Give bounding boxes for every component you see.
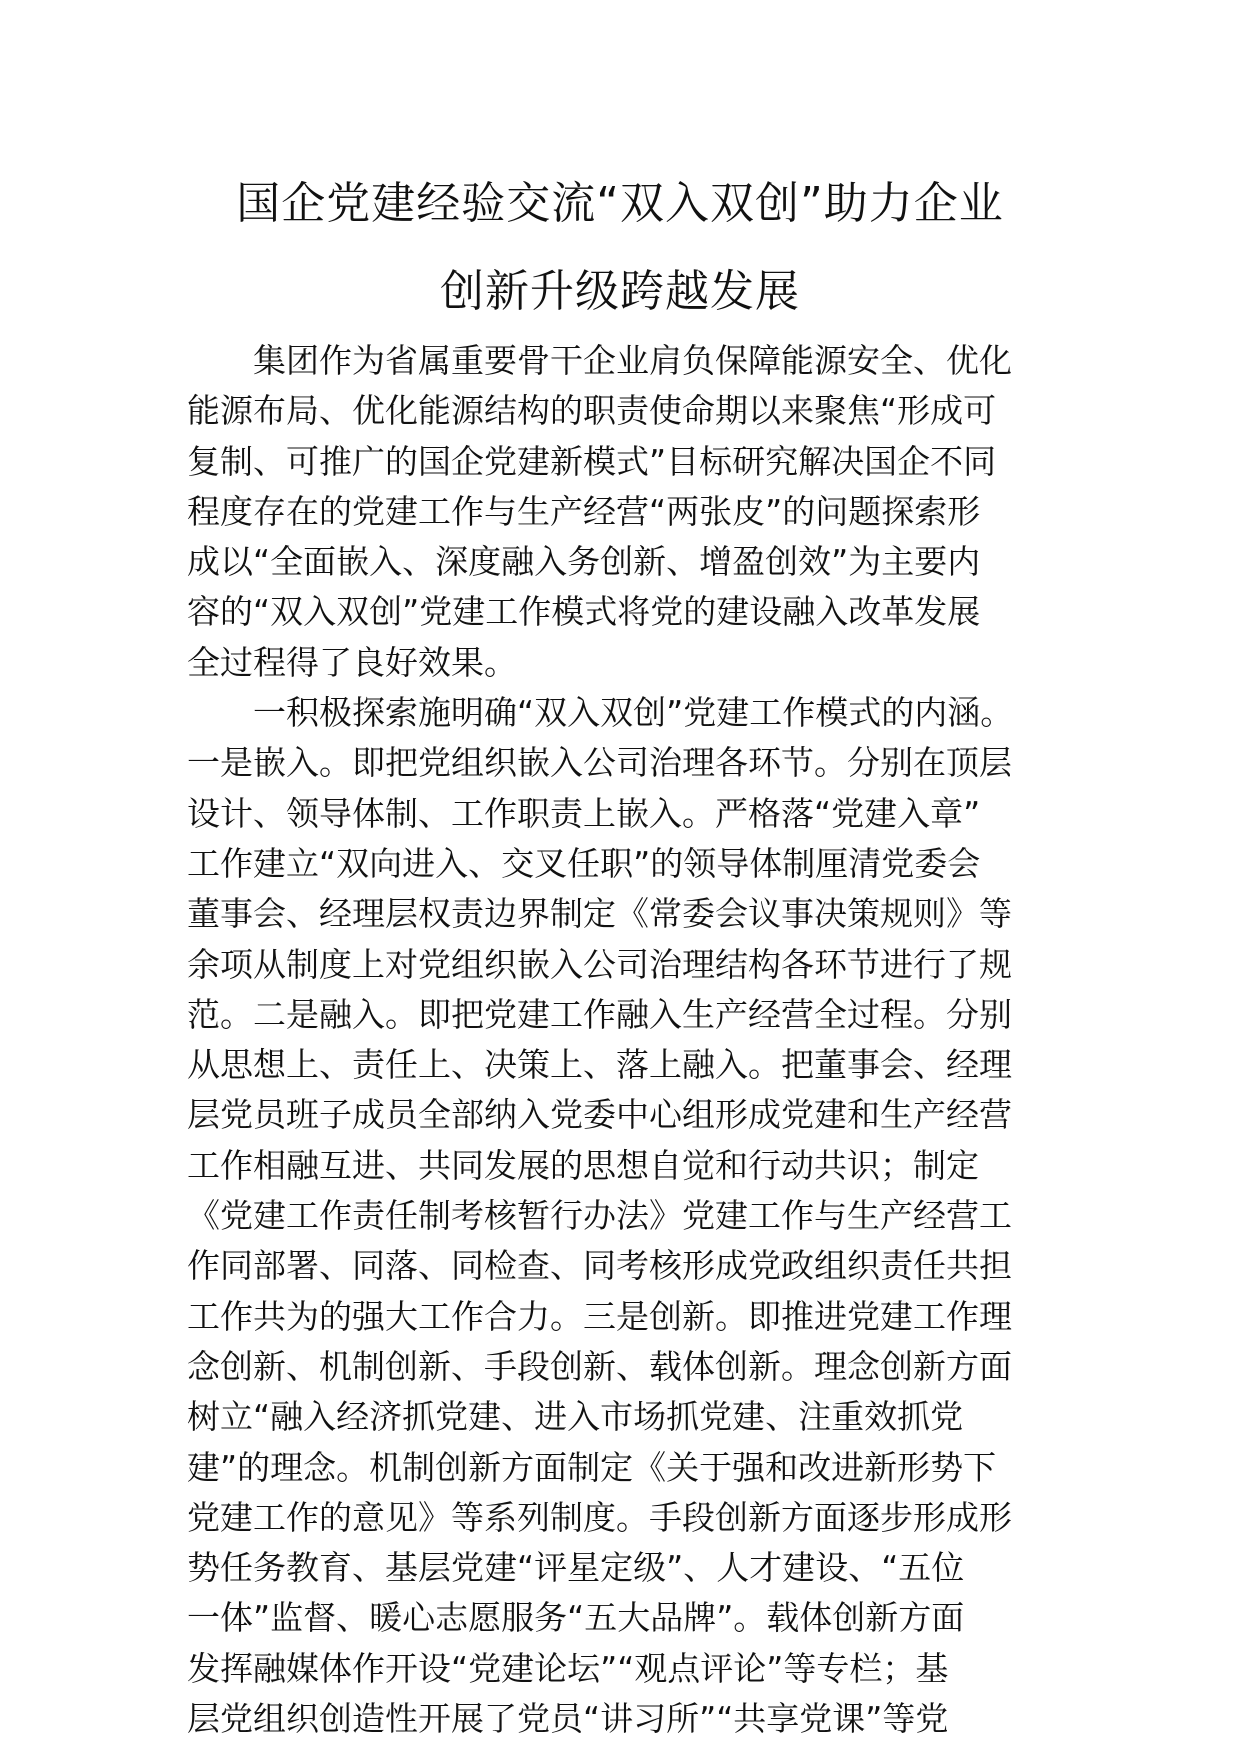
body-line: 成以“全面嵌入、深度融入务创新、增盈创效”为主要内 [187,542,981,582]
body-line: 层党员班子成员全部纳入党委中心组形成党建和生产经营 [187,1095,1012,1135]
body-line: 程度存在的党建工作与生产经营“两张皮”的问题探索形 [187,491,981,531]
body-line: 范。二是融入。即把党建工作融入生产经营全过程。分别 [187,994,1012,1034]
body-line: 从思想上、责任上、决策上、落上融入。把董事会、经理 [187,1045,1012,1085]
body-line: 层党组织创造性开展了党员“讲习所”“共享党课”等党 [187,1699,949,1739]
body-line: 复制、可推广的国企党建新模式”目标研究解决国企不同 [187,441,997,481]
body-line: 作同部署、同落、同检查、同考核形成党政组织责任共担 [187,1246,1012,1286]
body-line: 党建工作的意见》等系列制度。手段创新方面逐步形成形 [187,1497,1012,1537]
body-line: 全过程得了良好效果。 [187,642,517,682]
body-line: 《党建工作责任制考核暂行办法》党建工作与生产经营工 [187,1196,1012,1236]
body-line: 设计、领导体制、工作职责上嵌入。严格落“党建入章” [187,793,981,833]
body-line: 董事会、经理层权责边界制定《常委会议事决策规则》等 [187,894,1012,934]
body-line: 工作相融互进、共同发展的思想自觉和行动共识；制定 [187,1145,979,1185]
document-title-line-1: 国企党建经验交流“双入双创”助力企业 [236,178,1004,229]
body-line: 一体”监督、暖心志愿服务“五大品牌”。载体创新方面 [187,1598,965,1638]
body-line: 发挥融媒体作开设“党建论坛”“观点评论”等专栏；基 [187,1648,949,1688]
body-line: 集团作为省属重要骨干企业肩负保障能源安全、优化 [187,341,1012,380]
body-line: 势任务教育、基层党建“评星定级”、人才建设、“五位 [187,1548,965,1588]
body-line: 工作建立“双向进入、交叉任职”的领导体制厘清党委会 [187,843,981,883]
document-title-line-2: 创新升级跨越发展 [440,266,800,317]
body-line: 一积极探索施明确“双入双创”党建工作模式的内涵。 [187,693,1014,733]
body-line: 一是嵌入。即把党组织嵌入公司治理各环节。分别在顶层 [187,743,1012,783]
body-line: 建”的理念。机制创新方面制定《关于强和改进新形势下 [187,1447,997,1487]
body-line: 余项从制度上对党组织嵌入公司治理结构各环节进行了规 [187,944,1012,984]
body-line: 容的“双入双创”党建工作模式将党的建设融入改革发展 [187,592,981,632]
body-line: 念创新、机制创新、手段创新、载体创新。理念创新方面 [187,1346,1012,1386]
body-line: 能源布局、优化能源结构的职责使命期以来聚焦“形成可 [187,391,997,431]
document-body [187,336,1067,1744]
body-line: 工作共为的强大工作合力。三是创新。即推进党建工作理 [187,1296,1012,1336]
body-line: 树立“融入经济抓党建、进入市场抓党建、注重效抓党 [187,1397,964,1437]
